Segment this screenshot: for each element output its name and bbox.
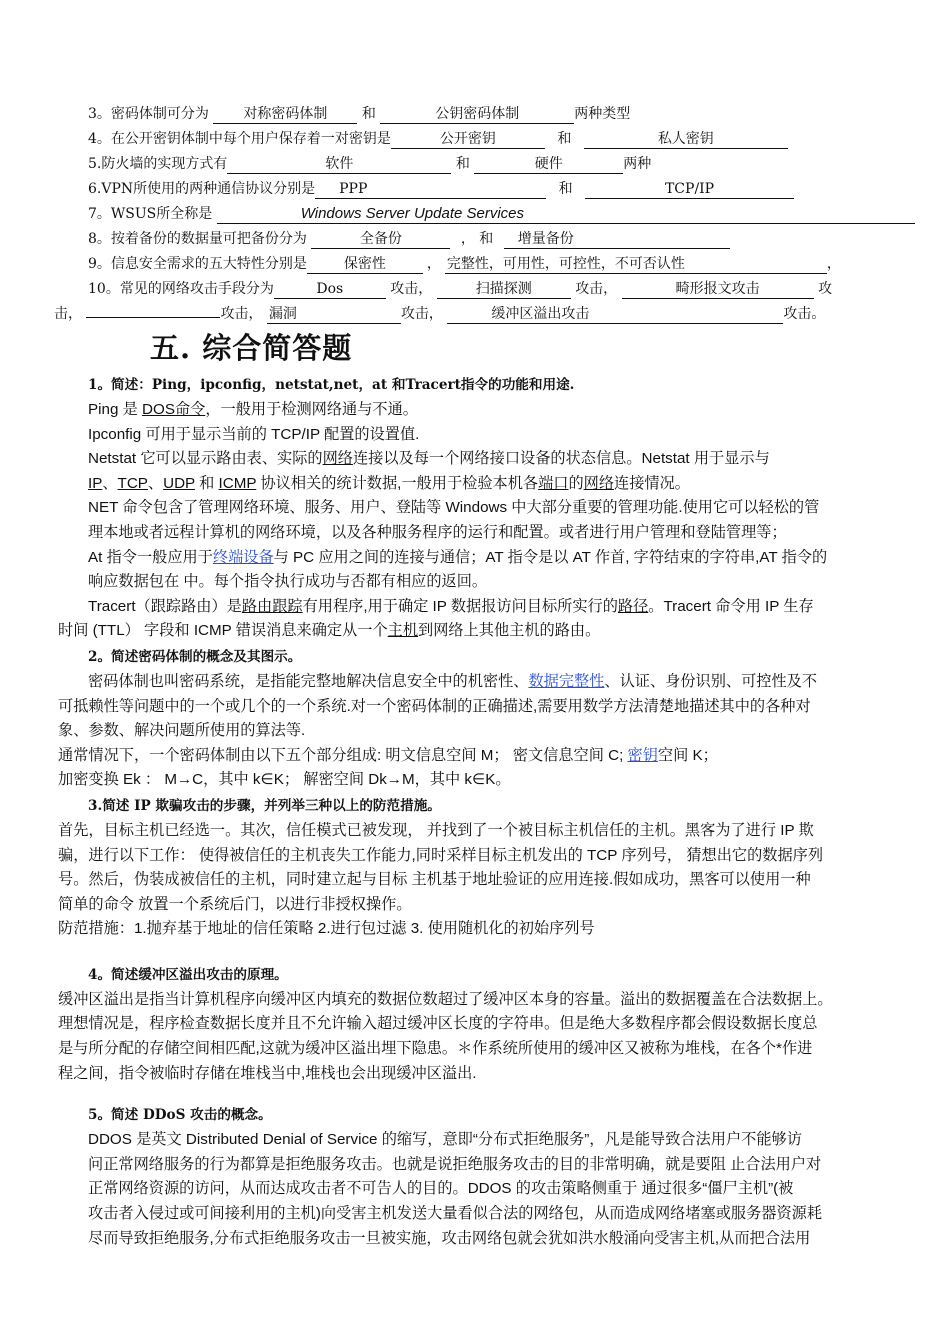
ddos-line-3: 正常网络资源的访问，从而达成攻击者不可告人的目的。DDOS 的攻击策略侧重于 通过很多“僵尸主机”(被 xyxy=(88,1180,794,1198)
blank-answer: 硬件 xyxy=(474,155,623,174)
question-3-title: 3.简述 IP 欺骗攻击的步骤，并列举三种以上的防范措施。 xyxy=(88,797,441,814)
fill-question-5: 5.防火墙的实现方式有 软件 和 硬件 两种 xyxy=(88,156,652,172)
blank-answer: Windows Server Update Services xyxy=(217,205,915,224)
fill-in-blanks-section xyxy=(54,102,898,327)
blank-answer: 公开密钥 xyxy=(391,130,545,149)
ping-paragraph: Ping 是 DOS命令，一般用于检测网络通与不通。 xyxy=(88,401,418,418)
question-5-title: 5。简述 DDoS 攻击的概念。 xyxy=(88,1107,272,1124)
blank-answer: 保密性 xyxy=(307,255,423,274)
blank-answer: PPP xyxy=(315,180,546,199)
crypto-transform-line: 加密变换 Ek ： M→C，其中 k∈K； 解密空间 Dk→M，其中 k∈K。 xyxy=(58,771,511,789)
fill-question-7: 7。WSUS所全称是 Windows Server Update Services xyxy=(58,202,898,227)
ddos-line-1: DDOS 是英文 Distributed Denial of Service 的缩写，意即“分布式拒绝服务”，凡是能导致合法用户不能够访 xyxy=(88,1131,802,1149)
ip-spoof-line-4: 简单的命令 放置一个系统后门，以进行非授权操作。 xyxy=(58,895,412,913)
ip-link[interactable]: IP xyxy=(88,474,103,492)
fill-question-4: 4。在公开密钥体制中每个用户保存着一对密钥是 公开密钥 和 私人密钥 xyxy=(58,127,898,152)
ip-spoof-line-1: 首先，目标主机已经选一。其次，信任模式已被发现， 并找到了一个被目标主机信任的主机。黑客为了进行 IP 欺 xyxy=(58,821,814,839)
host-link[interactable]: 主机 xyxy=(387,622,419,640)
network-link[interactable]: 网络 xyxy=(583,474,615,492)
net-paragraph: NET 命令包含了管理网络环境、服务、用户、登陆等 Windows 中大部分重要的管理功能.使用它可以轻松的管 xyxy=(88,499,820,517)
blank-answer: 对称密码体制 xyxy=(213,105,357,124)
blank-answer: 缓冲区溢出攻击 xyxy=(447,305,783,324)
ddos-line-5: 尽而导致拒绝服务,分布式拒绝服务攻击一旦被实施，攻击网络包就会犹如洪水般涌向受害主机,从而把合法用 xyxy=(88,1229,811,1247)
buffer-line-1: 缓冲区溢出是指当计算机程序向缓冲区内填充的数据位数超过了缓冲区本身的容量。溢出的数据覆盖在合法数据上。 xyxy=(58,990,833,1008)
buffer-line-3: 是与所分配的存储空间相匹配,这就为缓冲区溢出埋下隐患。＊作系统所使用的缓冲区又被称为堆栈，在各个*作进 xyxy=(58,1040,813,1058)
blank-answer: 全备份 xyxy=(311,230,450,249)
network-link[interactable]: 网络 xyxy=(322,450,353,468)
udp-link[interactable]: UDP xyxy=(163,474,195,492)
blank-answer: 公钥密码体制 xyxy=(380,105,574,124)
fill-question-8: 8。按着备份的数据量可把备份分为 全备份 ， 和 增量备份 xyxy=(58,227,898,252)
crypto-components-line: 通常情况下，一个密码体制由以下五个部分组成: 明文信息空间 M； 密文信息空间 C; 密钥空间 K； xyxy=(58,746,718,764)
ip-spoof-line-3: 号。然后，伪装成被信任的主机，同时建立起与目标 主机基于地址验证的应用连接.假如成功，黑客可以使用一种 xyxy=(58,871,811,889)
key-link[interactable]: 密钥 xyxy=(627,746,658,764)
answers-section xyxy=(58,372,902,1251)
fill-question-9: 9。信息安全需求的五大特性分别是 保密性 ， 完整性，可用性，可控性，不可否认性 ， xyxy=(88,256,841,272)
blank-answer: 增量备份 xyxy=(504,230,730,249)
blank-answer xyxy=(86,317,220,318)
icmp-link[interactable]: ICMP xyxy=(218,474,257,492)
section-title: 五. 综合简答题 xyxy=(150,331,353,365)
blank-answer: 漏洞 xyxy=(267,305,401,324)
fill-question-6: 6.VPN所使用的两种通信协议分别是 PPP 和 TCP/IP xyxy=(58,177,898,202)
fill-question-3: 3。密码体制可分为 对称密码体制 和 公钥密码体制 两种类型 xyxy=(88,106,631,122)
path-link[interactable]: 路径 xyxy=(617,597,649,615)
question-1-title: 1。简述：Ping，ipconfig，netstat,net，at 和Tracert指令的功能和用途. xyxy=(88,377,575,393)
terminal-device-link[interactable]: 终端设备 xyxy=(212,548,274,566)
netstat-paragraph-continued: IP、TCP、UDP 和 ICMP 协议相关的统计数据,一般用于检验本机各端口的网络连接情况。 xyxy=(88,474,690,492)
route-trace-link[interactable]: 路由跟踪 xyxy=(241,597,303,615)
tracert-paragraph: Tracert（跟踪路由）是路由跟踪有用程序,用于确定 IP 数据报访问目标所实行的路径。Tracert 命令用 IP 生存 xyxy=(88,597,814,615)
question-2-title: 2。简述密码体制的概念及其图示。 xyxy=(88,648,302,665)
fill-question-10: 10。常见的网络攻击手段分为 Dos 攻击， 扫描探测 攻击， 畸形报文攻击 攻 xyxy=(88,281,833,297)
blank-answer: 软件 xyxy=(227,155,451,174)
question-4-title: 4。简述缓冲区溢出攻击的原理。 xyxy=(88,966,288,983)
crypto-paragraph: 密码体制也叫密码系统，是指能完整地解决信息安全中的机密性、数据完整性、认证、身份识别、可控性及不 xyxy=(88,672,817,690)
port-link[interactable]: 端口 xyxy=(538,474,569,492)
tracert-paragraph-continued: 时间 (TTL） 字段和 ICMP 错误消息来确定从一个主机到网络上其他主机的路由。 xyxy=(58,622,601,640)
blank-answer: 畸形报文攻击 xyxy=(622,280,814,299)
ipconfig-paragraph: Ipconfig 可用于显示当前的 TCP/IP 配置的设置值. xyxy=(88,425,420,443)
netstat-paragraph: Netstat 它可以显示路由表、实际的网络连接以及每一个网络接口设备的状态信息。Netstat 用于显示与 xyxy=(88,450,770,468)
blank-answer: 扫描探测 xyxy=(437,280,571,299)
buffer-line-4: 程之间，指令被临时存储在堆栈当中,堆栈也会出现缓冲区溢出. xyxy=(58,1064,477,1082)
at-paragraph: At 指令一般应用于终端设备与 PC 应用之间的连接与通信；AT 指令是以 AT 作首, 字符结束的字符串,AT 指令的 xyxy=(88,548,828,566)
blank-answer: 私人密钥 xyxy=(584,130,788,149)
ip-spoof-defense: 防范措施：1.抛弃基于地址的信任策略 2.进行包过滤 3. 使用随机化的初始序列号 xyxy=(58,920,595,938)
at-paragraph-continued: 响应数据包在 中。每个指令执行成功与否都有相应的返回。 xyxy=(88,573,488,591)
ip-spoof-line-2: 骗，进行以下工作： 使得被信任的主机丧失工作能力,同时采样目标主机发出的 TCP 序列号， 猜想出它的数据序列 xyxy=(58,846,824,864)
ddos-line-4: 攻击者入侵过或可间接利用的主机)向受害主机发送大量看似合法的网络包，从而造成网络堵塞或服务器资源耗 xyxy=(88,1205,823,1223)
data-integrity-link[interactable]: 数据完整性 xyxy=(528,672,605,690)
blank-answer: 完整性，可用性，可控性，不可否认性 xyxy=(445,255,827,274)
ddos-line-2: 问正常网络服务的行为都算是拒绝服务攻击。也就是说拒绝服务攻击的目的非常明确，就是要阻 止合法用户对 xyxy=(88,1155,822,1173)
fill-question-10-continued: 击， 攻击， 漏洞 攻击， 缓冲区溢出攻击 攻击。 xyxy=(54,306,826,322)
crypto-paragraph-line-3: 象、参数、解决问题所使用的算法等. xyxy=(58,722,306,740)
crypto-paragraph-line-2: 可抵赖性等问题中的一个或几个的一个系统.对一个密码体制的正确描述,需要用数学方法清楚地描述其中的各种对 xyxy=(58,697,811,715)
buffer-line-2: 理想情况是，程序检查数据长度并且不允许输入超过缓冲区长度的字符串。但是绝大多数程序都会假设数据长度总 xyxy=(58,1015,818,1033)
tcp-link[interactable]: TCP xyxy=(117,474,148,492)
net-paragraph-continued: 理本地或者远程计算机的网络环境，以及各种服务程序的运行和配置。或者进行用户管理和登陆管理等； xyxy=(88,523,787,541)
dos-command-link[interactable]: DOS命令 xyxy=(142,401,206,418)
blank-answer: Dos xyxy=(274,280,386,299)
blank-answer: TCP/IP xyxy=(585,180,794,199)
